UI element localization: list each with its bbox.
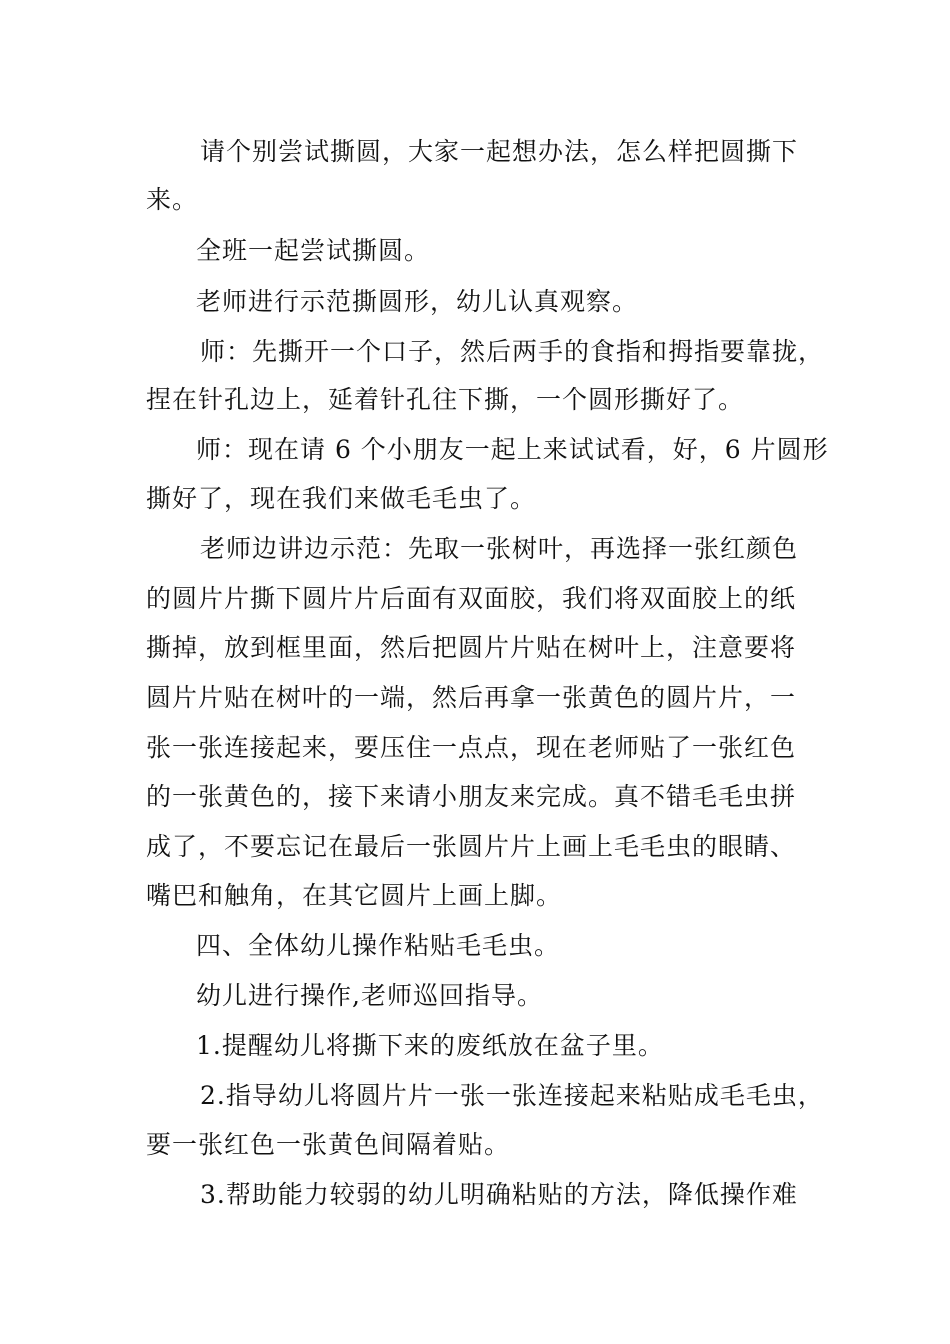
text-line: 1.提醒幼儿将撕下来的废纸放在盆子里。: [196, 1031, 664, 1060]
text-line: 撕好了，现在我们来做毛毛虫了。: [146, 484, 537, 513]
text-line: 幼儿进行操作,老师巡回指导。: [196, 981, 543, 1010]
text-line: 成了，不要忘记在最后一张圆片片上画上毛毛虫的眼睛、: [146, 832, 797, 861]
text-line: 捏在针孔边上，延着针孔往下撕，一个圆形撕好了。: [146, 385, 745, 414]
text-line: 全班一起尝试撕圆。: [196, 236, 431, 265]
text-line: 3.帮助能力较弱的幼儿明确粘贴的方法，降低操作难: [200, 1180, 798, 1209]
text-line: 嘴巴和触角，在其它圆片上画上脚。: [146, 881, 563, 910]
text-line: 来。: [146, 185, 199, 214]
text-line: 要一张红色一张黄色间隔着贴。: [146, 1130, 511, 1159]
text-line: 请个别尝试撕圆，大家一起想办法，怎么样把圆撕下: [200, 137, 799, 166]
text-line: 师：现在请 6 个小朋友一起上来试试看，好，6 片圆形: [196, 435, 829, 464]
text-line: 撕掉，放到框里面，然后把圆片片贴在树叶上，注意要将: [146, 633, 797, 662]
text-line: 张一张连接起来，要压住一点点，现在老师贴了一张红色: [146, 733, 797, 762]
text-line: 圆片片贴在树叶的一端，然后再拿一张黄色的圆片片，一: [146, 683, 797, 712]
text-line: 的一张黄色的，接下来请小朋友来完成。真不错毛毛虫拼: [146, 782, 797, 811]
text-line: 老师边讲边示范：先取一张树叶，再选择一张红颜色: [200, 534, 799, 563]
text-line: 四、全体幼儿操作粘贴毛毛虫。: [196, 931, 561, 960]
text-line: 师：先撕开一个口子，然后两手的食指和拇指要靠拢，: [200, 337, 825, 366]
text-line: 2.指导幼儿将圆片片一张一张连接起来粘贴成毛毛虫，: [200, 1081, 824, 1110]
text-line: 老师进行示范撕圆形，幼儿认真观察。: [196, 287, 639, 316]
text-line: 的圆片片撕下圆片片后面有双面胶，我们将双面胶上的纸: [146, 584, 797, 613]
